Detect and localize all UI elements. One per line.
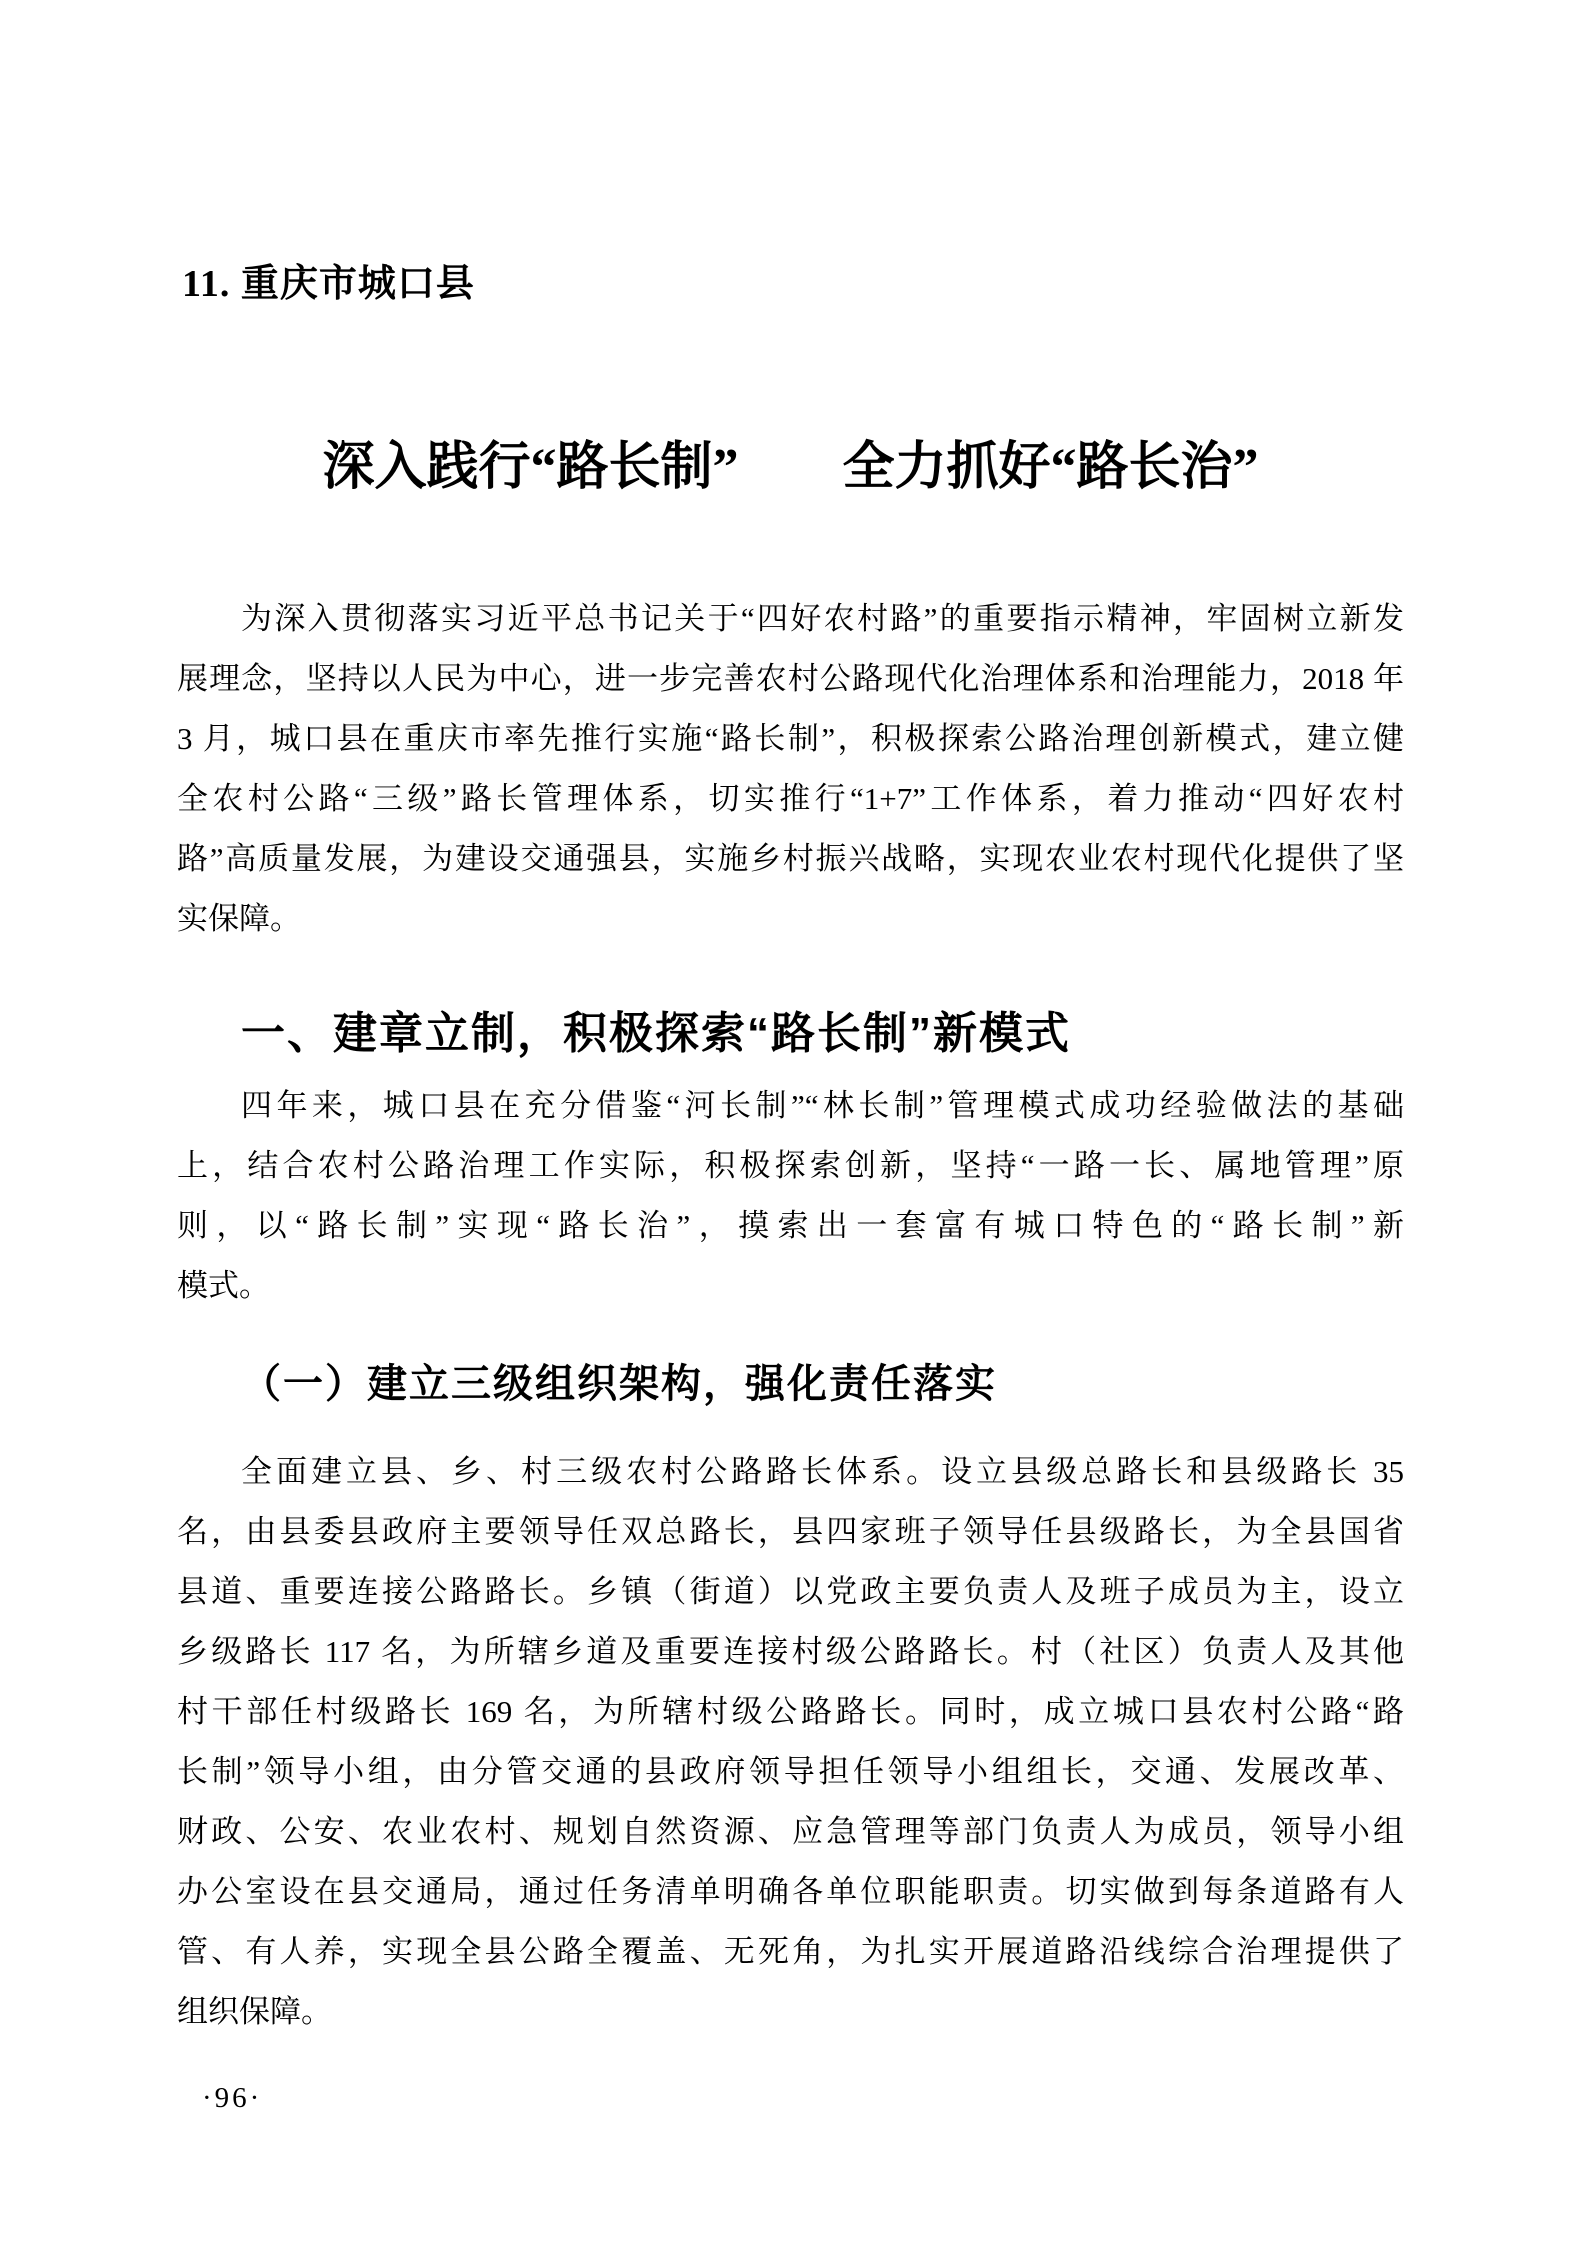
- paragraph-line: 村干部任村级路长 169 名，为所辖村级公路路长。同时，成立城口县农村公路“路: [177, 1694, 1404, 1729]
- paragraph-line: 全农村公路“三级”路长管理体系，切实推行“1+7”工作体系，着力推动“四好农村: [177, 781, 1404, 816]
- paragraph-line: 上，结合农村公路治理工作实际，积极探索创新，坚持“一路一长、属地管理”原: [177, 1148, 1404, 1183]
- document-title: 深入践行“路长制” 全力抓好“路长治”: [322, 439, 1259, 496]
- paragraph-line: 则，以“路长制”实现“路长治”，摸索出一套富有城口特色的“路长制”新: [177, 1208, 1404, 1243]
- paragraph-line: 乡级路长 117 名，为所辖乡道及重要连接村级公路路长。村（社区）负责人及其他: [177, 1634, 1404, 1669]
- paragraph-line: 3 月，城口县在重庆市率先推行实施“路长制”，积极探索公路治理创新模式，建立健: [177, 721, 1404, 756]
- subsection-heading-1: （一）建立三级组织架构，强化责任落实: [241, 1362, 997, 1406]
- paragraph-line: 名，由县委县政府主要领导任双总路长，县四家班子领导任县级路长，为全县国省: [177, 1514, 1404, 1549]
- paragraph-line: 全面建立县、乡、村三级农村公路路长体系。设立县级总路长和县级路长 35: [241, 1454, 1404, 1489]
- document-content: [177, 0, 1404, 2245]
- intro-paragraph: [177, 589, 1404, 949]
- paragraph-line: 办公室设在县交通局，通过任务清单明确各单位职能职责。切实做到每条道路有人: [177, 1874, 1404, 1909]
- paragraph-2: [177, 1076, 1404, 1316]
- paragraph-line: 路”高质量发展，为建设交通强县，实施乡村振兴战略，实现农业农村现代化提供了坚: [177, 841, 1404, 876]
- paragraph-line: 为深入贯彻落实习近平总书记关于“四好农村路”的重要指示精神，牢固树立新发: [241, 601, 1404, 636]
- paragraph-line: 组织保障。: [177, 1994, 332, 2029]
- paragraph-3: [177, 1442, 1404, 2042]
- paragraph-line: 四年来，城口县在充分借鉴“河长制”“林长制”管理模式成功经验做法的基础: [241, 1088, 1404, 1123]
- paragraph-line: 展理念，坚持以人民为中心，进一步完善农村公路现代化治理体系和治理能力，2018 年: [177, 661, 1404, 696]
- paragraph-line: 实保障。: [177, 901, 301, 936]
- paragraph-line: 模式。: [177, 1268, 270, 1303]
- paragraph-line: 长制”领导小组，由分管交通的县政府领导担任领导小组组长，交通、发展改革、: [177, 1754, 1404, 1789]
- page-number: ·96·: [202, 2082, 263, 2114]
- paragraph-line: 管、有人养，实现全县公路全覆盖、无死角，为扎实开展道路沿线综合治理提供了: [177, 1934, 1404, 1969]
- paragraph-line: 县道、重要连接公路路长。乡镇（街道）以党政主要负责人及班子成员为主，设立: [177, 1574, 1404, 1609]
- chapter-heading: 11. 重庆市城口县: [182, 263, 475, 305]
- section-heading-1: 一、建章立制，积极探索“路长制”新模式: [241, 1009, 1071, 1058]
- paragraph-line: 财政、公安、农业农村、规划自然资源、应急管理等部门负责人为成员，领导小组: [177, 1814, 1404, 1849]
